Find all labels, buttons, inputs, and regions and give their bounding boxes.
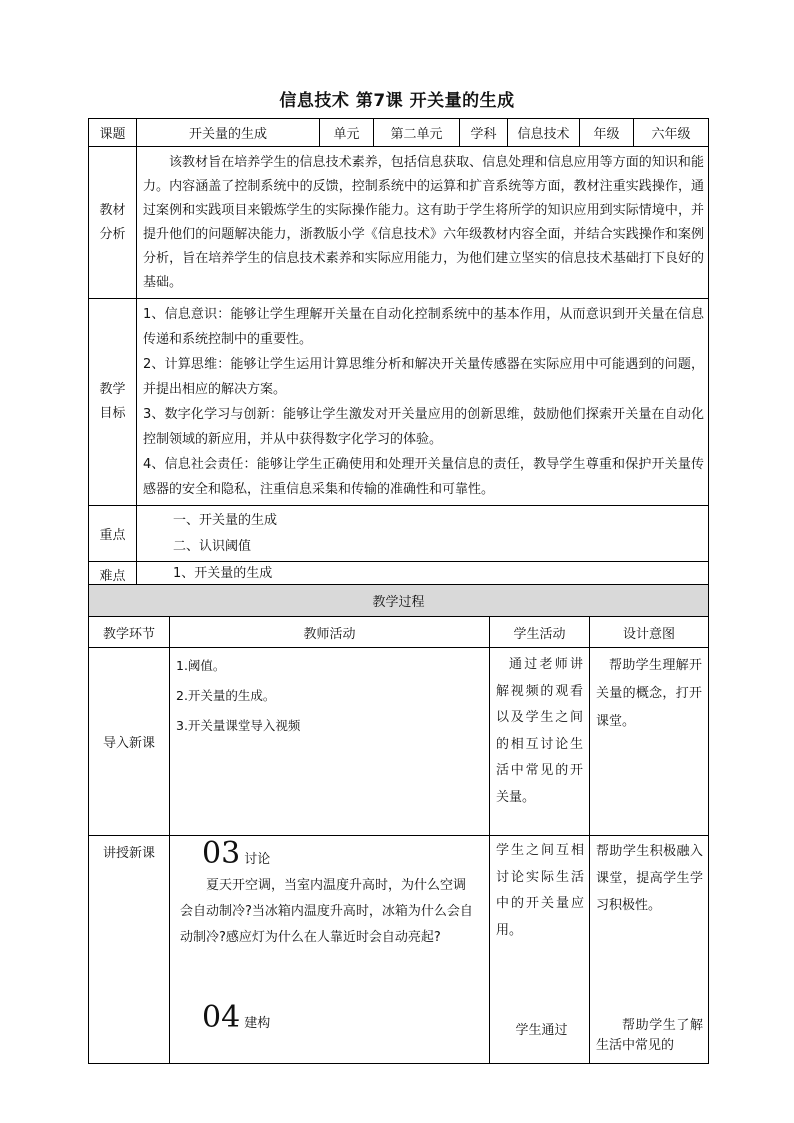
goals-row: [89, 299, 709, 506]
topic-value: 开关量的生成: [137, 119, 320, 147]
subject-value: 信息技术: [508, 119, 580, 147]
process-heading-row: [89, 585, 709, 617]
difficulty-row: [89, 562, 709, 587]
intro-row: [89, 648, 709, 836]
key-point-item: 一、开关量的生成: [173, 512, 278, 528]
section-label: 讨论: [244, 852, 271, 867]
key-points-text: [137, 506, 709, 562]
intro-stage: 导入新课: [89, 648, 170, 836]
intro-teacher: [170, 648, 490, 836]
teaching-process-table: [88, 584, 709, 1064]
grade-value: 六年级: [634, 119, 709, 147]
analysis-label: 教材分析: [89, 147, 137, 299]
key-points-row: [89, 506, 709, 562]
section-number: 04: [202, 1000, 241, 1035]
unit-value: 第二单元: [374, 119, 460, 147]
teacher-item: 3.开关量课堂导入视频: [176, 718, 301, 733]
section-heading-construct: [202, 1000, 270, 1035]
goal-item: 3、数字化学习与创新：能够让学生激发对开关量应用的创新思维，鼓励他们探索开关量在自动化控制领域的新应用，并从中获得数字化学习的体验。: [143, 407, 704, 447]
goal-item: 1、信息意识：能够让学生理解开关量在自动化控制系统中的基本作用，从而意识到开关量在信息传递和系统控制中的重要性。: [143, 307, 704, 347]
teacher-item: 1.阈值。: [176, 658, 226, 673]
goal-item: 2、计算思维：能够让学生运用计算思维分析和解决开关量传感器在实际应用中可能遇到的问题，并提出相应的解决方案。: [143, 357, 704, 397]
lecture-student: 学生之间互相讨论实际生活中的开关量应用。 学生通过: [490, 836, 590, 1064]
lecture-teacher: [170, 836, 490, 1064]
header-student: 学生活动: [490, 617, 590, 648]
analysis-row: [89, 147, 709, 299]
subject-label: 学科: [460, 119, 508, 147]
key-points-label: 重点: [89, 506, 137, 562]
grade-label: 年级: [580, 119, 634, 147]
header-teacher: 教师活动: [170, 617, 490, 648]
teacher-item: 2.开关量的生成。: [176, 688, 276, 703]
intro-student: 通过老师讲解视频的观看以及学生之间的相互讨论生活中常见的开关量。: [490, 648, 590, 836]
lesson-info-table: [88, 118, 709, 587]
header-intent: 设计意图: [590, 617, 709, 648]
header-stage: 教学环节: [89, 617, 170, 648]
difficulty-label: 难点: [89, 562, 137, 587]
page-title: 信息技术 第7课 开关量的生成: [279, 91, 515, 111]
topic-label: 课题: [89, 119, 137, 147]
goals-text: [137, 299, 709, 506]
section-number: 03: [202, 836, 241, 871]
lecture-intent: 帮助学生积极融入课堂，提高学生学习积极性。 帮助学生了解生活中常见的: [590, 836, 709, 1064]
discussion-text: 夏天开空调，当室内温度升高时，为什么空调会自动制冷?当冰箱内温度升高时，冰箱为什么会自动制冷?感应灯为什么在人靠近时会自动亮起?: [180, 878, 473, 945]
process-header-row: [89, 617, 709, 648]
section-label: 建构: [244, 1016, 271, 1031]
goal-item: 4、信息社会责任：能够让学生正确使用和处理开关量信息的责任，教导学生尊重和保护开关量传感器的安全和隐私，注重信息采集和传输的准确性和可靠性。: [143, 457, 704, 497]
lecture-row: [89, 836, 709, 1064]
process-heading: 教学过程: [89, 585, 709, 617]
lecture-stage: 讲授新课: [89, 836, 170, 1064]
analysis-text: 该教材旨在培养学生的信息技术素养，包括信息获取、信息处理和信息应用等方面的知识和能力。内容涵盖了控制系统中的反馈，控制系统中的运算和扩音系统等方面，教材注重实践操作，通过案例和实践项目来锻炼学生的实际操作能力。这有助于学生将所学的知识应用到实际情境中，并提升他们的问题解决能力，浙教版小学《信息技术》六年级教材内容全面，并结合实践操作和案例分析，旨在培养学生的信息技术素养和实际应用能力，为他们建立坚实的信息技术基础打下良好的基础。: [137, 147, 709, 299]
info-row: [89, 119, 709, 147]
difficulty-text: 1、开关量的生成: [137, 562, 709, 587]
intro-intent: 帮助学生理解开关量的概念，打开课堂。: [590, 648, 709, 836]
goals-label: 教学目标: [89, 299, 137, 506]
key-point-item: 二、认识阈值: [173, 538, 252, 554]
section-heading-discussion: [202, 836, 270, 871]
unit-label: 单元: [320, 119, 374, 147]
